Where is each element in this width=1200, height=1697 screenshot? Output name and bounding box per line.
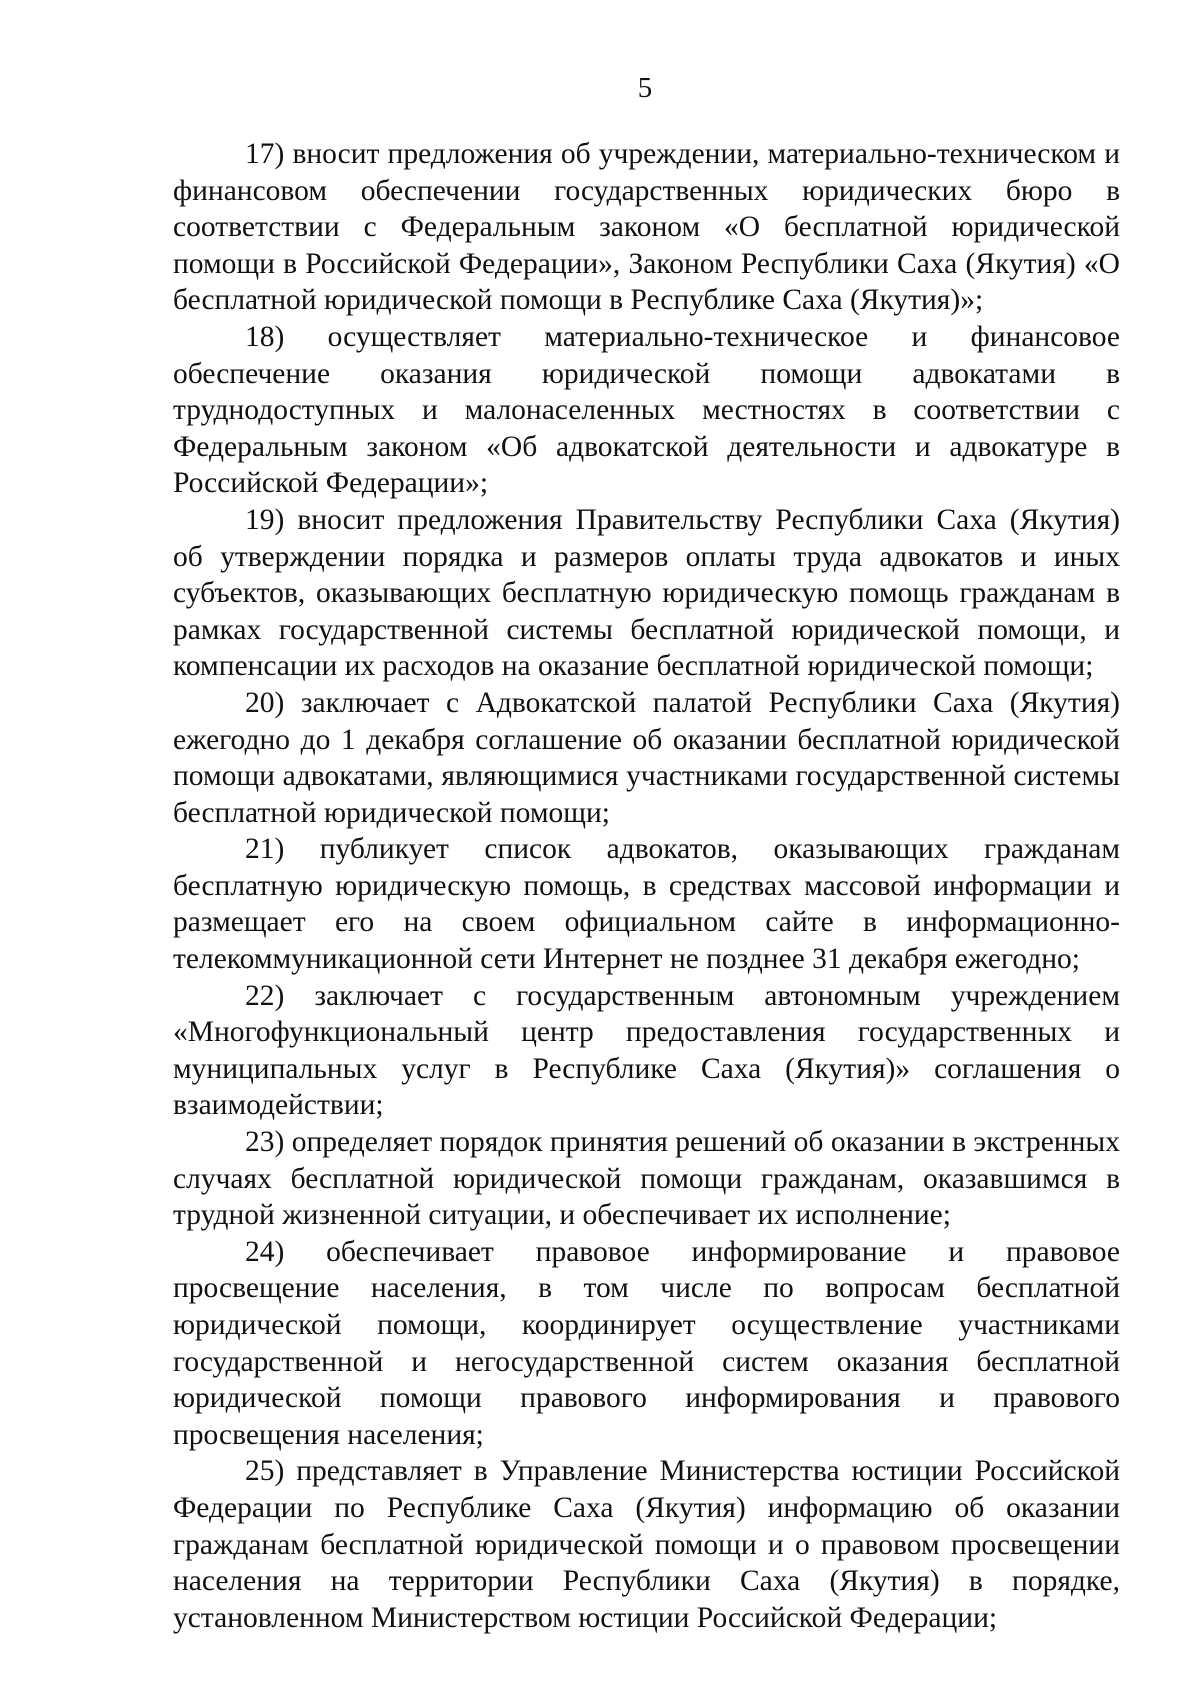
list-item-18: 18) осуществляет материально-техническое и финансовое обеспечение оказания юридической помощи адвокатами в труднодоступных и малонаселенных местностях в соответствии с Федеральным законом «Об адвокатской деятельности и адвокатуре в Российской Федерации»; — [173, 320, 1120, 500]
list-item-25: 25) представляет в Управление Министерства юстиции Российской Федерации по Республике Саха (Якутия) информацию об оказании гражданам бесплатной юридической помощи и о правовом просвещении населения на территории Республики Саха (Якутия) в порядке, установленном Министерством юстиции Российской Федерации; — [173, 1455, 1120, 1634]
page-number: 5 — [637, 72, 653, 104]
list-item-19: 19) вносит предложения Правительству Республики Саха (Якутия) об утверждении порядка и размеров оплаты труда адвокатов и иных субъектов, оказывающих бесплатную юридическую помощь гражданам в рамках государственной системы бесплатной юридической помощи, и компенсации их расходов на оказание бесплатной юридической помощи; — [173, 503, 1120, 683]
list-item-22: 22) заключает с государственным автономным учреждением «Многофункциональный центр предоставления государственных и муниципальных услуг в Республике Саха (Якутия)» соглашения о взаимодействии; — [173, 979, 1120, 1122]
list-item-23: 23) определяет порядок принятия решений об оказании в экстренных случаях бесплатной юридической помощи гражданам, оказавшимся в трудной жизненной ситуации, и обеспечивает их исполнение; — [173, 1126, 1120, 1232]
document-body — [173, 136, 1120, 1636]
list-item-17: 17) вносит предложения об учреждении, материально-техническом и финансовом обеспечении государственных юридических бюро в соответствии с Федеральным законом «О бесплатной юридической помощи в Российской Федерации», Законом Республики Саха (Якутия) «О бесплатной юридической помощи в Республике Саха (Якутия)»; — [173, 138, 1120, 317]
list-item-24: 24) обеспечивает правовое информирование и правовое просвещение населения, в том числе по вопросам бесплатной юридической помощи, координирует осуществление участниками государственной и негосударственной систем оказания бесплатной юридической помощи правового информирования и правового просвещения населения; — [173, 1235, 1120, 1451]
list-item-20: 20) заключает с Адвокатской палатой Республики Саха (Якутия) ежегодно до 1 декабря соглашение об оказании бесплатной юридической помощи адвокатами, являющимися участниками государственной системы бесплатной юридической помощи; — [173, 686, 1120, 829]
list-item-21: 21) публикует список адвокатов, оказывающих гражданам бесплатную юридическую помощь, в средствах массовой информации и размещает его на своем официальном сайте в информационно-телекоммуникационной сети Интернет не позднее 31 декабря ежегодно; — [173, 833, 1120, 976]
